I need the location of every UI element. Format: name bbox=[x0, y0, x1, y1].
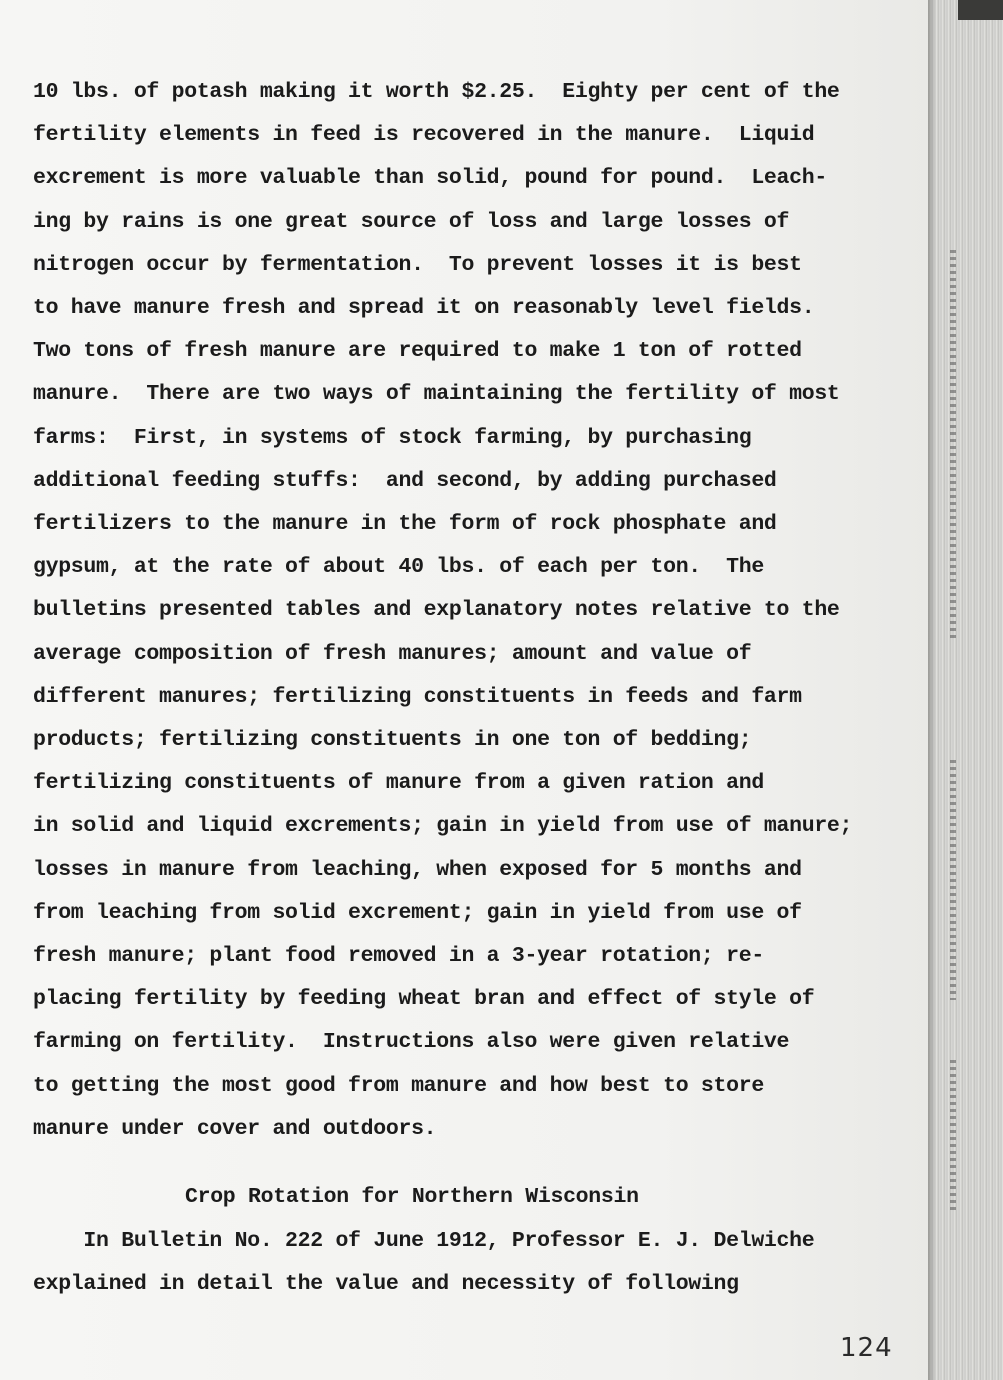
text-line: in solid and liquid excrements; gain in yield from use of manure; bbox=[33, 814, 853, 839]
text-line: farms: First, in systems of stock farming, by purchasing bbox=[33, 425, 752, 450]
text-line: manure. There are two ways of maintaining the fertility of most bbox=[33, 382, 840, 407]
text-line: different manures; fertilizing constituents in feeds and farm bbox=[33, 684, 802, 709]
text-line: nitrogen occur by fermentation. To prevent losses it is best bbox=[33, 252, 802, 277]
page-number: 124 bbox=[840, 1333, 893, 1363]
text-line: fertilizing constituents of manure from a given ration and bbox=[33, 771, 764, 796]
bleed-through-marks bbox=[950, 250, 956, 640]
text-line: excrement is more valuable than solid, pound for pound. Leach- bbox=[33, 166, 827, 191]
text-line: from leaching from solid excrement; gain in yield from use of bbox=[33, 900, 802, 925]
book-page-edges bbox=[928, 0, 1003, 1380]
text-line: fresh manure; plant food removed in a 3-year rotation; re- bbox=[33, 944, 764, 969]
text-line: products; fertilizing constituents in one ton of bedding; bbox=[33, 728, 752, 753]
text-line: Two tons of fresh manure are required to make 1 ton of rotted bbox=[33, 339, 802, 364]
gutter-shadow bbox=[928, 0, 936, 1380]
text-line: to have manure fresh and spread it on reasonably level fields. bbox=[33, 296, 815, 321]
section-heading: Crop Rotation for Northern Wisconsin bbox=[185, 1185, 639, 1209]
text-line: gypsum, at the rate of about 40 lbs. of each per ton. The bbox=[33, 555, 764, 580]
text-line: fertilizers to the manure in the form of rock phosphate and bbox=[33, 512, 777, 537]
text-line: average composition of fresh manures; amount and value of bbox=[33, 641, 752, 666]
text-line: additional feeding stuffs: and second, by adding purchased bbox=[33, 468, 777, 493]
text-line: In Bulletin No. 222 of June 1912, Professor E. J. Delwiche bbox=[33, 1229, 815, 1253]
text-line: bulletins presented tables and explanatory notes relative to the bbox=[33, 598, 840, 623]
text-line: explained in detail the value and necessity of following bbox=[33, 1272, 739, 1297]
second-paragraph bbox=[33, 1220, 814, 1306]
text-line: losses in manure from leaching, when exposed for 5 months and bbox=[33, 857, 802, 882]
text-line: fertility elements in feed is recovered in the manure. Liquid bbox=[33, 123, 815, 148]
body-paragraph bbox=[33, 71, 893, 1151]
text-line: to getting the most good from manure and how best to store bbox=[33, 1073, 764, 1098]
text-line: 10 lbs. of potash making it worth $2.25. Eighty per cent of the bbox=[33, 80, 840, 104]
text-line: farming on fertility. Instructions also were given relative bbox=[33, 1030, 790, 1055]
bleed-through-marks bbox=[950, 760, 956, 1000]
text-line: placing fertility by feeding wheat bran and effect of style of bbox=[33, 987, 815, 1012]
text-line: manure under cover and outdoors. bbox=[33, 1116, 437, 1141]
binding-corner bbox=[958, 0, 1003, 20]
text-line: ing by rains is one great source of loss and large losses of bbox=[33, 209, 790, 234]
bleed-through-marks bbox=[950, 1060, 956, 1210]
